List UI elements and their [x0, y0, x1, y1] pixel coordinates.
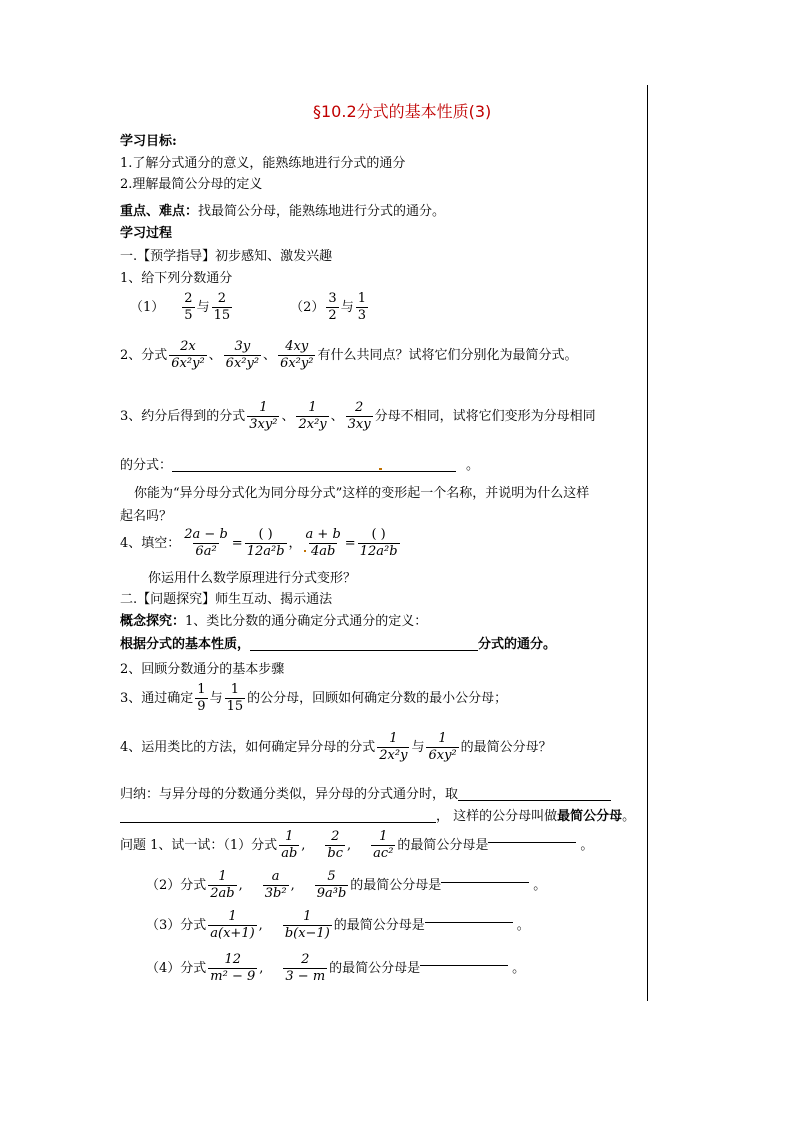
problem-1-suffix: 的最简公分母是 [397, 838, 489, 853]
question-2-prefix: 2、分式 [120, 347, 168, 363]
principle-blank[interactable] [250, 638, 478, 651]
fraction: $\frac{1}{ab}$ [281, 829, 298, 861]
separator: ， [288, 535, 302, 551]
problem-4-prefix: （4）分式 [146, 961, 207, 976]
summary-blank-2[interactable] [120, 810, 436, 823]
question-5 [120, 683, 507, 713]
fraction: $\frac{1}{3}$ [357, 291, 366, 323]
concept-label: 概念探究： [120, 614, 186, 629]
summary-end: 。 [622, 809, 636, 824]
summary-prefix: 归纳：与异分母的分数通分类似，异分母的分式通分时，取 [120, 787, 459, 802]
fraction: $\frac{1}{\text{3xy²}}$ [249, 400, 278, 432]
fraction: $\frac{a + b}{4ab}$ [305, 527, 341, 559]
question-6-suffix: 的最简公分母？ [460, 739, 552, 755]
problem-2 [146, 870, 546, 901]
summary-line-2 [120, 810, 635, 823]
question-6 [120, 732, 552, 762]
question-4 [120, 528, 402, 558]
key-points [120, 205, 445, 218]
separator: 、 [263, 347, 277, 363]
problem-4-suffix: 的最简公分母是 [329, 961, 421, 976]
part-1-label: （1） [130, 299, 165, 315]
question-6-prefix: 4、运用类比的方法，如何确定异分母的分式 [120, 739, 376, 755]
separator: , [259, 961, 264, 976]
conjunction: 与 [196, 299, 210, 315]
conjunction: 与 [340, 299, 354, 315]
equals-sign: = [344, 535, 356, 551]
fraction: $\frac{1}{\text{6xy²}}$ [428, 731, 457, 763]
principle-suffix: 分式的通分。 [478, 637, 557, 652]
problem-2-end: 。 [533, 878, 547, 893]
question-2 [120, 340, 577, 370]
fraction: $\frac{2}{15}$ [213, 291, 231, 323]
fraction: $\frac{1}{2ab}$ [210, 869, 235, 901]
question-2-suffix: 有什么共同点？试将它们分别化为最简分式。 [317, 347, 578, 363]
problem-2-blank[interactable] [441, 870, 529, 883]
separator: , [238, 878, 243, 893]
question-5-prefix: 3、通过确定 [120, 690, 194, 706]
goal-item-2: 2.理解最简公分母的定义 [120, 177, 263, 192]
right-margin-line [647, 85, 648, 1001]
summary-bold-term: 最简公分母 [557, 809, 623, 824]
equals-sign: = [231, 535, 243, 551]
question-4-prefix: 4、填空： [120, 535, 181, 551]
summary-line-1 [120, 788, 611, 801]
review-steps: 2、回顾分数通分的基本步骤 [120, 662, 285, 677]
fraction: $\frac{3y}{\text{6x²y²}}$ [225, 339, 260, 371]
naming-line-1: 你能为“异分母分式化为同分母分式”这样的变形起一个名称，并说明为什么这样 [134, 486, 590, 501]
answer-end: 。 [466, 458, 480, 473]
problem-2-prefix: （2）分式 [146, 878, 207, 893]
question-3-answer-line [120, 459, 479, 472]
answer-blank[interactable] [172, 459, 456, 472]
section-2-heading: 二.【问题探究】师生互动、揭示通法 [120, 592, 333, 607]
problem-4 [146, 953, 525, 984]
problem-4-blank[interactable] [420, 953, 508, 966]
problem-1-end: 。 [580, 838, 594, 853]
problem-3-blank[interactable] [425, 910, 513, 923]
question-3-prefix: 3、约分后得到的分式 [120, 408, 246, 424]
conjunction: 与 [209, 690, 223, 706]
separator: , [258, 918, 263, 933]
fraction: $\frac{1}{15}$ [226, 682, 244, 714]
conjunction: 与 [411, 739, 425, 755]
answer-prefix: 的分式： [120, 458, 173, 473]
fraction-blank[interactable]: $\frac{( )}{\text{12a²b}}$ [246, 527, 285, 559]
summary-mid: ， 这样的公分母叫做 [436, 809, 558, 824]
fraction: $\frac{1}{a(x+1)}$ [210, 909, 255, 941]
summary-blank-1[interactable] [458, 788, 611, 801]
fraction: $\frac{1}{b(x-1)}$ [284, 909, 330, 941]
problem-1-prefix: 问题 1、试一试：（1）分式 [120, 838, 278, 853]
separator: , [347, 838, 352, 853]
fraction: $\frac{1}{\text{ac²}}$ [373, 829, 394, 861]
question-3-suffix: 分母不相同，试将它们变形为分母相同 [374, 408, 596, 424]
concept-text: 1、类比分数的通分确定分式通分的定义： [185, 614, 428, 629]
part-2-label: （2） [290, 299, 325, 315]
principle-prefix: 根据分式的基本性质， [120, 637, 251, 652]
stray-mark [379, 468, 382, 470]
fraction: $\frac{2}{bc}$ [327, 829, 344, 861]
problem-3-end: 。 [516, 918, 530, 933]
key-text: 找最简公分母，能熟练地进行分式的通分。 [198, 204, 446, 219]
section-1-heading: 一.【预学指导】初步感知、激发兴趣 [120, 249, 333, 264]
question-5-suffix: 的公分母，回顾如何确定分数的最小公分母； [247, 690, 508, 706]
fraction: $\frac{3}{2}$ [328, 291, 337, 323]
naming-line-2: 起名吗？ [120, 509, 173, 524]
problem-2-suffix: 的最简公分母是 [350, 878, 442, 893]
problem-3-prefix: （3）分式 [146, 918, 207, 933]
key-label: 重点、难点： [120, 204, 199, 219]
stray-mark [304, 550, 306, 552]
problem-3-suffix: 的最简公分母是 [333, 918, 425, 933]
process-heading: 学习过程 [120, 226, 173, 241]
separator: , [301, 838, 306, 853]
problem-3 [146, 910, 530, 941]
goal-item-1: 1.了解分式通分的意义，能熟练地进行分式的通分 [120, 156, 406, 171]
fraction: $\frac{4xy}{\text{6x²y²}}$ [280, 339, 314, 371]
question-1-fractions [130, 292, 370, 322]
question-4-followup: 你运用什么数学原理进行分式变形？ [148, 571, 357, 586]
fraction: $\frac{a}{\text{3b²}}$ [264, 869, 287, 901]
fraction: $\frac{2}{5}$ [184, 291, 193, 323]
separator: 、 [208, 347, 222, 363]
problem-1 [120, 830, 593, 861]
fraction: $\frac{2}{3xy}$ [347, 400, 371, 432]
page-title: §10.2分式的基本性质(3) [313, 102, 492, 121]
fraction: $\frac{12}{\text{m² − 9}}$ [210, 952, 256, 984]
problem-1-blank[interactable] [488, 830, 576, 843]
concept-line [120, 615, 427, 628]
fraction: $\frac{1}{\text{2x²y}}$ [379, 731, 408, 763]
problem-4-end: 。 [512, 961, 526, 976]
fraction-blank[interactable]: $\frac{( )}{\text{12a²b}}$ [359, 527, 398, 559]
separator: 、 [281, 408, 295, 424]
question-1-text: 1、给下列分数通分 [120, 271, 233, 286]
separator: , [290, 878, 295, 893]
fraction: $\frac{1}{\text{2x²y}}$ [298, 400, 327, 432]
fraction: $\frac{2}{3 - m}$ [285, 952, 326, 984]
fraction: $\frac{2x}{\text{6x²y²}}$ [171, 339, 205, 371]
fraction: $\frac{2a - b}{\text{6a²}}$ [184, 527, 228, 559]
principle-line [120, 638, 556, 651]
question-3 [120, 401, 596, 431]
fraction: $\frac{1}{9}$ [197, 682, 206, 714]
fraction: $\frac{5}{\text{9a³b}}$ [316, 869, 347, 901]
separator: 、 [330, 408, 344, 424]
goals-heading: 学习目标: [120, 134, 177, 149]
